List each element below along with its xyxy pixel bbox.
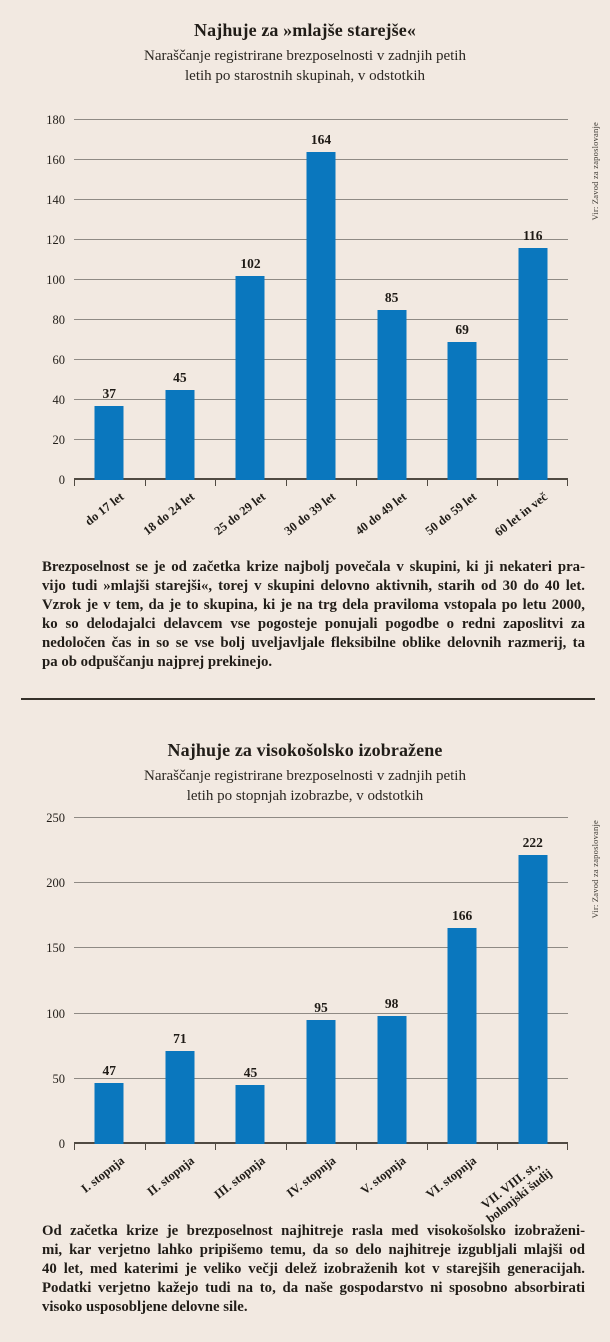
chart1-source-note: Vir: Zavod za zaposlovanje [590, 122, 600, 221]
x-label-cell [74, 480, 145, 554]
y-axis-label: 160 [46, 153, 65, 167]
bar [95, 1083, 124, 1144]
bar-column [497, 818, 568, 1144]
bar-value-label: 166 [452, 907, 473, 923]
bar-value-label: 45 [173, 370, 187, 385]
y-axis-label: 60 [52, 353, 65, 367]
x-label-cell [281, 480, 357, 554]
x-axis-label: VII. VIII. st., bolonjski šudij [478, 1157, 555, 1226]
bar-value-label: 69 [455, 322, 469, 337]
bar-column [145, 120, 216, 480]
y-axis-label: 250 [46, 811, 65, 825]
chart1-area [0, 113, 610, 554]
bars-group [74, 120, 568, 480]
chart2-x-axis-labels [74, 1144, 568, 1226]
x-label-cell [145, 1144, 216, 1214]
chart2-source-note: Vir: Zavod za zaposlovanje [590, 820, 600, 919]
bar-column [356, 818, 427, 1144]
paragraph-line: pa ob odpuščanju najprej prekinejo. [42, 654, 273, 670]
x-axis-label: III. stopnja [211, 1153, 268, 1202]
x-axis-label: I. stopnja [78, 1153, 127, 1196]
x-label-cell [422, 480, 498, 554]
bar-value-label: 102 [240, 256, 261, 271]
paragraph-line: Podatki verjetno kažejo tudi na to, da naše gospodarstvo ni sposobno absorbirati [42, 1280, 585, 1296]
paragraph-line: mi, kar verjetno lahko pripišemo temu, da so delo najhitreje izgubljali mlajši od [42, 1242, 585, 1258]
x-axis-label: 18 do 24 let [140, 489, 198, 538]
chart2-subtitle-line1: Naraščanje registrirane brezposelnosti v zadnjih petih [144, 768, 466, 784]
y-axis-label: 80 [52, 313, 65, 327]
chart1-subtitle-line2: letih po starostnih skupinah, v odstotkih [185, 67, 425, 84]
y-axis-label: 100 [46, 1006, 65, 1021]
bar-value-label: 222 [522, 834, 543, 850]
chart1-title: Najhuje za »mlajše starejše« [194, 20, 416, 40]
x-axis-label: V. stopnja [358, 1153, 409, 1198]
chart2-subtitle-line2: letih po stopnjah izobrazbe, v odstotkih [186, 787, 424, 804]
y-axis-label: 20 [52, 433, 65, 447]
chart2-title: Najhuje za visokošolsko izobražene [167, 740, 443, 760]
paragraph-line: visoko usposobljene delovne sile. [42, 1299, 248, 1315]
paragraph-line: ko so delodajalci delavcem vse pogosteje ponujali pogodbe o redni zaposlitvi za [42, 616, 585, 632]
x-axis-label: 40 do 49 let [352, 489, 409, 538]
bar-value-label: 45 [243, 1065, 258, 1081]
bar [448, 928, 477, 1144]
bar-value-label: 47 [102, 1062, 117, 1078]
paragraph-line: vijo tudi »mlajši starejši«, torej v skupini delovno aktivnih, starih od 30 do 40 let. [42, 578, 585, 594]
bar [307, 152, 336, 480]
x-axis-label: 25 do 29 let [211, 489, 268, 538]
paragraph-line: 40 let, med katerimi je veliko večji delež izobraženih kot v starejših generacijah. [42, 1261, 585, 1277]
chart-section-age-groups [0, 0, 610, 554]
x-axis-label: II. stopnja [144, 1153, 198, 1199]
x-axis-label: 50 do 59 let [422, 489, 480, 538]
bar [165, 390, 194, 480]
y-axis-label: 120 [46, 233, 65, 247]
bar-value-label: 116 [523, 228, 543, 243]
bar-column [145, 818, 216, 1144]
x-label-cell [74, 1144, 145, 1214]
bar-column [74, 818, 145, 1144]
paragraph-line: nedoločen čas in so se vse bolj uveljavljale fleksibilne oblike delovnih razmerij, ta [42, 635, 585, 651]
y-axis-label: 100 [46, 273, 65, 287]
y-axis-label: 200 [46, 876, 65, 891]
bar-value-label: 37 [102, 386, 117, 401]
x-label-cell [491, 480, 568, 554]
paragraph-line: Vzrok je v tem, da je to skupina, ki je na trg dela praviloma vstopala po letu 2000, [42, 597, 585, 613]
chart1-subtitle [0, 47, 610, 86]
paragraph-education [42, 1222, 585, 1317]
bar-column [74, 120, 145, 480]
x-label-cell [211, 480, 286, 554]
bar [95, 406, 124, 480]
x-label-cell [352, 480, 427, 554]
bar [165, 1051, 194, 1144]
bar [377, 1016, 406, 1144]
chart1-subtitle-line1: Naraščanje registrirane brezposelnosti v zadnjih petih [144, 48, 466, 64]
bar [377, 310, 406, 480]
bar [518, 855, 547, 1144]
x-axis-label: 30 do 39 let [281, 489, 339, 538]
paragraph-line: Od začetka krize je brezposelnost najhitreje rasla med visokošolsko izobraženi- [42, 1223, 585, 1239]
bar-value-label: 164 [310, 132, 332, 147]
y-axis-label: 180 [46, 113, 65, 127]
bar-column [215, 120, 286, 480]
x-axis-label: 60 let in več [491, 489, 551, 540]
x-label-cell [356, 1144, 427, 1214]
bar [236, 1085, 265, 1144]
y-axis-label: 150 [46, 941, 65, 956]
paragraph-age-groups [42, 558, 585, 672]
chart2-subtitle [0, 767, 610, 806]
x-label-cell [140, 480, 216, 554]
chart1-plot [46, 113, 568, 487]
y-axis-label: 0 [58, 473, 65, 487]
bar [518, 248, 547, 480]
y-axis-label: 0 [58, 1137, 65, 1151]
bar-value-label: 98 [384, 996, 399, 1012]
bar-column [215, 818, 286, 1144]
x-axis-label: do 17 let [82, 489, 127, 529]
bar-column [356, 120, 427, 480]
bar-value-label: 71 [173, 1031, 187, 1047]
y-axis-label: 140 [46, 193, 65, 207]
chart-section-education [0, 700, 610, 1226]
x-label-cell [211, 1144, 286, 1214]
y-axis-label: 40 [52, 393, 65, 407]
bars-group [74, 818, 568, 1144]
bar-column [286, 818, 357, 1144]
x-axis-label: IV. stopnja [283, 1153, 339, 1201]
paragraph-line: Brezposelnost se je od začetka krize najbolj povečala v skupini, ki ji nekateri pra- [42, 559, 585, 575]
chart2-plot [46, 811, 568, 1151]
bar-column [427, 120, 498, 480]
x-axis-label: VI. stopnja [423, 1153, 480, 1202]
bar-column [427, 818, 498, 1144]
bar [448, 342, 477, 480]
y-axis-label: 50 [52, 1071, 65, 1086]
bar-value-label: 85 [384, 290, 399, 305]
chart1-x-axis-labels [74, 480, 568, 554]
x-label-cell [283, 1144, 357, 1214]
chart2-area [0, 811, 610, 1226]
bar [236, 276, 265, 480]
bar-value-label: 95 [314, 1000, 328, 1016]
bar [307, 1020, 336, 1144]
bar-column [497, 120, 568, 480]
x-label-cell [478, 1144, 568, 1226]
